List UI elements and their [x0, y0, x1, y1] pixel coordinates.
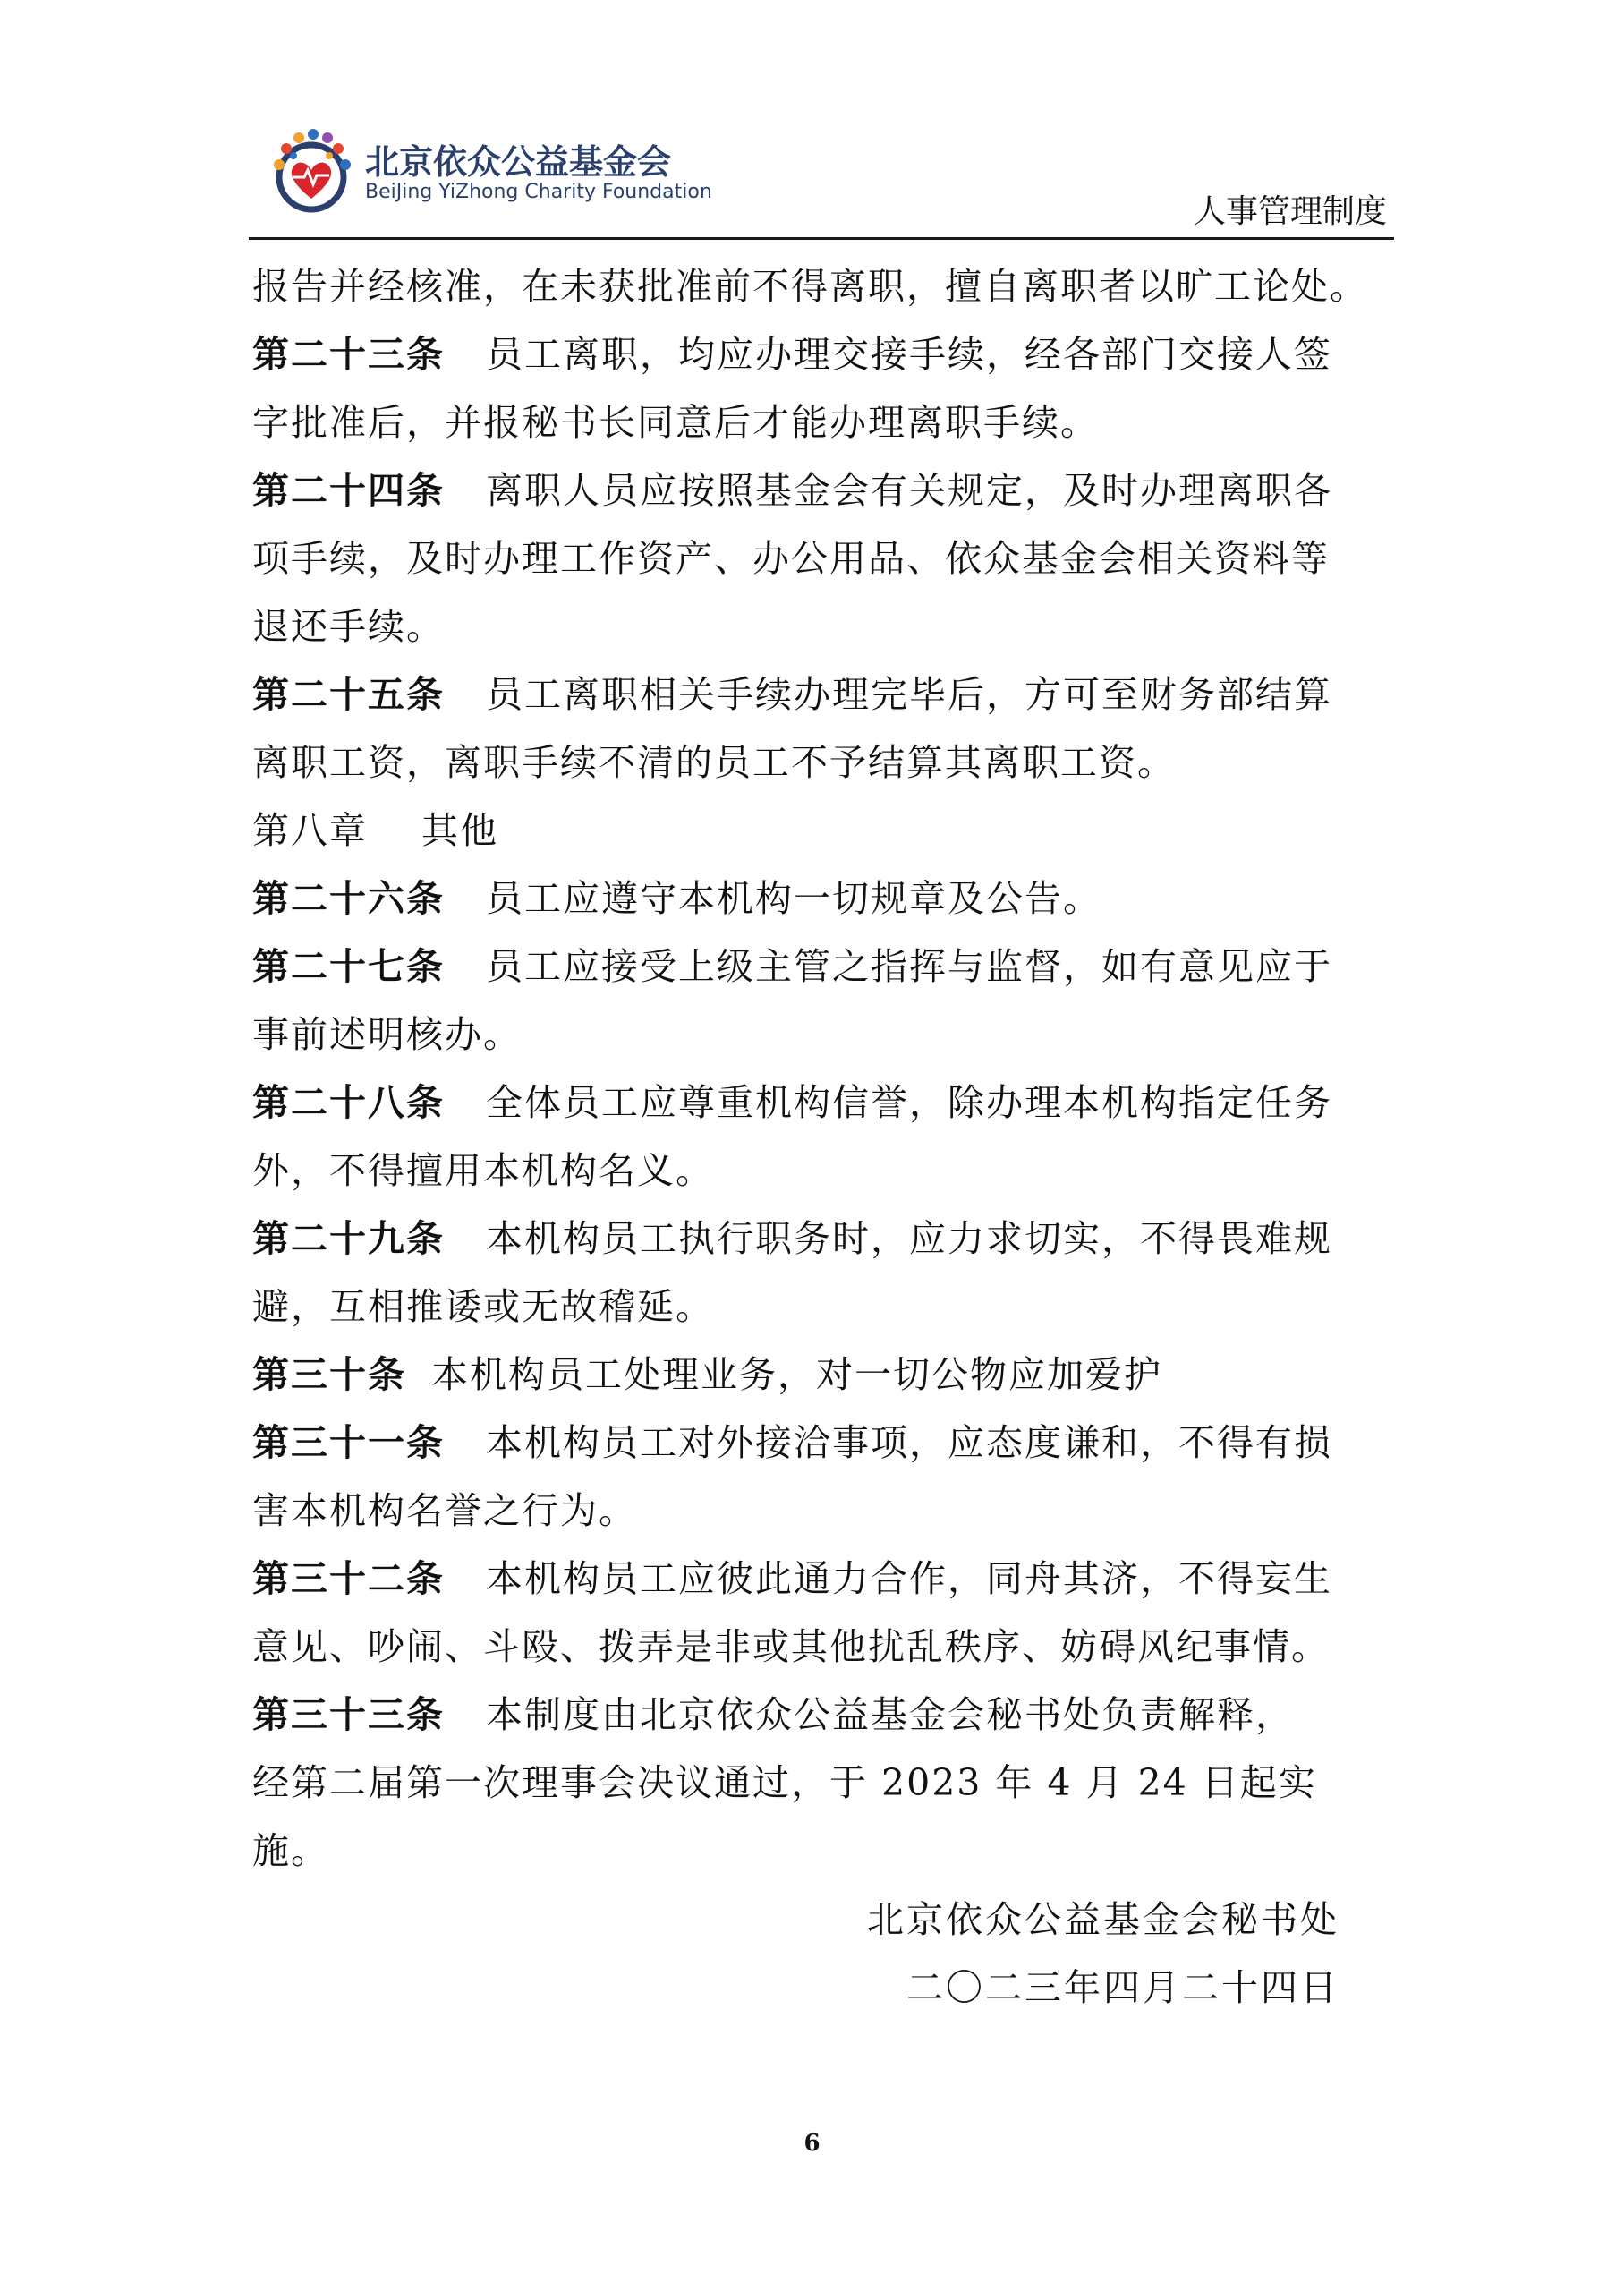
- paragraph-line: 字批准后，并报秘书长同意后才能办理离职手续。: [252, 401, 1099, 444]
- article-number: 第二十六条: [252, 877, 445, 920]
- chapter-heading: [252, 796, 1389, 864]
- paragraph-line: 外，不得擅用本机构名义。: [252, 1149, 714, 1192]
- article-number: 第二十九条: [252, 1217, 445, 1260]
- article-32: 第三十二条 本机构员工应彼此通力合作，同舟其济，不得妄生: [252, 1557, 1332, 1600]
- article-number: 第二十五条: [252, 673, 445, 716]
- article-26: 第二十六条 员工应遵守本机构一切规章及公告。: [252, 877, 1101, 920]
- article-24: 第二十四条 离职人员应按照基金会有关规定，及时办理离职各: [252, 469, 1332, 512]
- paragraph-line: 事前述明核办。: [252, 1013, 522, 1056]
- paragraph-line: 项手续，及时办理工作资产、办公用品、依众基金会相关资料等: [252, 537, 1330, 580]
- paragraph-line: 意见、吵闹、斗殴、拨弄是非或其他扰乱秩序、妨碍风纪事情。: [252, 1625, 1330, 1668]
- article-30: 第三十条 本机构员工处理业务，对一切公物应加爱护: [252, 1353, 1162, 1396]
- article-28: 第二十八条 全体员工应尊重机构信誉，除办理本机构指定任务: [252, 1081, 1332, 1124]
- article-31: 第三十一条 本机构员工对外接洽事项，应态度谦和，不得有损: [252, 1421, 1332, 1464]
- org-name-cn: 北京依众公益基金会: [365, 142, 672, 182]
- article-25: 第二十五条 员工离职相关手续办理完毕后，方可至财务部结算: [252, 673, 1332, 716]
- article-number: 第二十八条: [252, 1081, 445, 1124]
- header-divider: [249, 237, 1394, 240]
- article-23: 第二十三条 员工离职，均应办理交接手续，经各部门交接人签: [252, 333, 1332, 376]
- signature-org: 北京依众公益基金会秘书处: [867, 1898, 1339, 1941]
- paragraph-line: 报告并经核准，在未获批准前不得离职，擅自离职者以旷工论处。: [252, 265, 1368, 308]
- heart-people-logo-icon: [267, 125, 356, 215]
- article-33: 第三十三条 本制度由北京依众公益基金会秘书处负责解释，: [252, 1693, 1294, 1736]
- org-name-en: BeiJing YiZhong Charity Foundation: [365, 181, 712, 203]
- page-header: [251, 125, 1396, 242]
- article-27: 第二十七条 员工应接受上级主管之指挥与监督，如有意见应于: [252, 945, 1332, 988]
- article-number: 第二十三条: [252, 333, 445, 376]
- article-number: 第三十三条: [252, 1693, 445, 1736]
- signature-date: 二〇二三年四月二十四日: [906, 1966, 1339, 2009]
- chapter-title: 其他: [421, 809, 498, 852]
- article-29: 第二十九条 本机构员工执行职务时，应力求切实，不得畏难规: [252, 1217, 1332, 1260]
- page-number: 6: [803, 2130, 821, 2157]
- article-number: 第三十一条: [252, 1421, 445, 1464]
- article-number: 第三十二条: [252, 1557, 445, 1600]
- paragraph-line: 害本机构名誉之行为。: [252, 1489, 637, 1532]
- article-number: 第三十条: [252, 1353, 406, 1396]
- article-number: 第二十七条: [252, 945, 445, 988]
- paragraph-line: 施。: [252, 1829, 329, 1872]
- paragraph-line: 退还手续。: [252, 605, 445, 648]
- paragraph-line: 经第二届第一次理事会决议通过，于 2023 年 4 月 24 日起实: [252, 1761, 1317, 1804]
- chapter-number: 第八章: [252, 809, 368, 852]
- paragraph-line: 避，互相推诿或无故稽延。: [252, 1285, 714, 1328]
- paragraph-line: 离职工资，离职手续不清的员工不予结算其离职工资。: [252, 741, 1176, 784]
- document-body: [252, 252, 1389, 1885]
- article-number: 第二十四条: [252, 469, 445, 512]
- document-type: 人事管理制度: [1193, 193, 1387, 230]
